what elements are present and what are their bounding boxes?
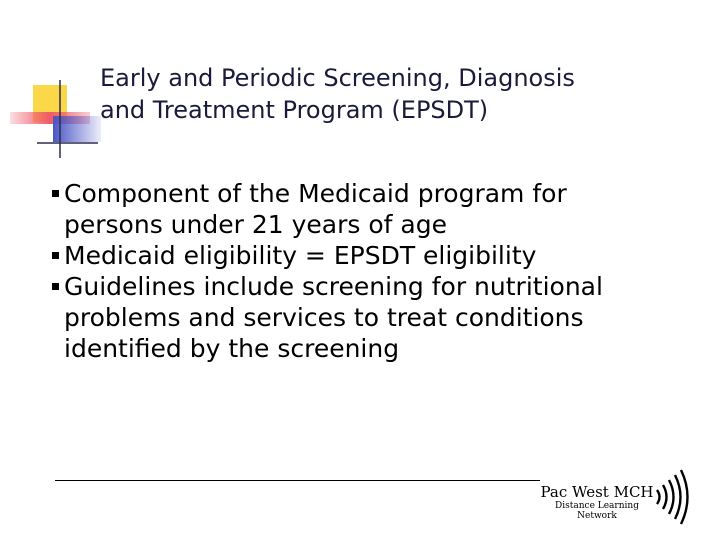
pac-west-mch-logo [538,462,688,530]
square-bullet-icon [52,283,59,290]
bullet-line: identified by the screening [64,334,400,363]
slide-title-line-2: and Treatment Program (EPSDT) [100,96,489,124]
bullet-line: Medicaid eligibility = EPSDT eligibility [64,241,537,270]
bullet-line: Component of the Medicaid program for [64,179,567,208]
square-bullet-icon [52,252,59,259]
bullet-list [52,178,692,364]
bullet-line: problems and services to treat conditions [64,303,584,332]
logo-subtitle-line-1: Distance Learning [555,501,639,511]
square-bullet-icon [52,190,59,197]
bullet-line: persons under 21 years of age [64,210,447,239]
bullet-text [64,240,692,271]
bullet-item [52,240,692,271]
signal-waves-icon [655,466,691,528]
logo-subtitle-line-2: Network [577,511,617,521]
bullet-item [52,178,692,240]
bullet-item [52,271,692,364]
footer-divider [55,480,540,481]
slide-title-line-1: Early and Periodic Screening, Diagnosis [100,64,575,92]
bullet-text [64,271,692,364]
slide-title [100,62,700,126]
bullet-text [64,178,692,240]
bullet-line: Guidelines include screening for nutritional [64,272,603,301]
logo-name: Pac West MCH [540,483,654,501]
